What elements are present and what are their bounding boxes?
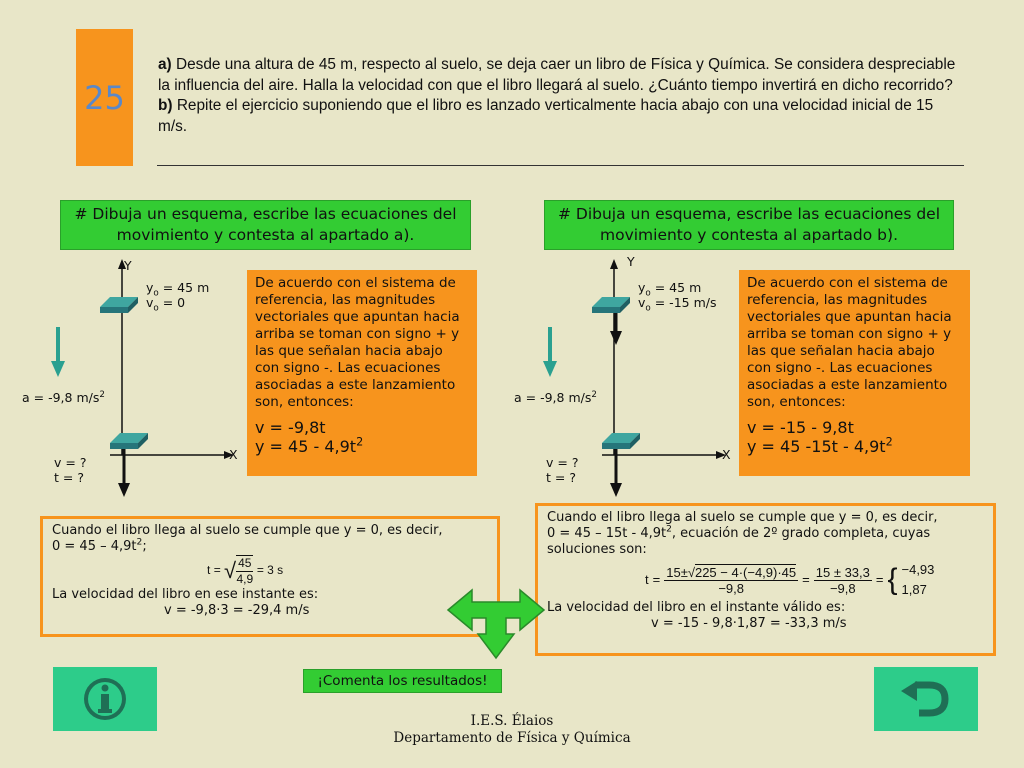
left-acceleration-label: a = -9,8 $m/s^2$: [22, 389, 105, 405]
part-b-label: b): [158, 97, 173, 114]
left-answer-box: [40, 516, 500, 637]
right-answer-box: [535, 503, 996, 656]
right-initial-conditions: $y_o = 45$ m $v_o = -15$ m/s: [638, 280, 717, 314]
problem-statement: [158, 55, 958, 137]
return-arrow-icon: [899, 679, 953, 719]
footer-school: I.E.S. Élaios: [470, 713, 554, 729]
left-answer-line2: $0 = 45 - 4,9t^2$;: [52, 537, 147, 554]
left-velocity-value: v = -9,8·3 = -29,4 m/s: [164, 603, 310, 618]
left-equations: v = -9,8t $y = 45 - 4,9t^2$: [255, 418, 364, 456]
comment-results-label: ¡Comenta los resultados!: [317, 673, 488, 689]
left-answer-line1: Cuando el libro llega al suelo se cumple que y = 0, es decir,: [52, 523, 443, 538]
footer: [330, 713, 694, 747]
right-equations: v = -15 - 9,8t y = 45 $-15t - 4,9t^2$: [747, 418, 893, 456]
right-acceleration-label: a = -9,8 $m/s^2$: [514, 389, 597, 405]
header-divider: [157, 165, 964, 166]
right-quadratic-formula: t = $\frac{15\pm√225 - 4\cdot(-4,9)\cdot 45}{-9,8}$ = $\frac{15 \pm 33,3}{-9,8}$ = { −4,93 1,87: [645, 562, 935, 597]
right-velocity-value: v = -15 - 9,8·1,87 = -33,3 m/s: [651, 616, 847, 631]
right-x-axis-label: X: [722, 447, 731, 462]
right-velocity-text: La velocidad del libro en el instante válido es:: [547, 600, 846, 615]
right-answer-line1: Cuando el libro llega al suelo se cumple que y = 0, es decir,: [547, 510, 938, 525]
left-unknowns: v = ? t = ?: [54, 455, 87, 485]
left-velocity-text: La velocidad del libro en ese instante es:: [52, 587, 319, 602]
left-banner-text: # Dibuja un esquema, escribe las ecuaciones del movimiento y contesta al apartado a).: [74, 205, 457, 244]
left-y-axis-label: Y: [124, 258, 132, 273]
right-y-axis-label: Y: [627, 254, 635, 269]
left-x-axis-label: X: [229, 447, 238, 462]
info-icon: [82, 676, 128, 722]
right-banner-text: # Dibuja un esquema, escribe las ecuaciones del movimiento y contesta al apartado b).: [557, 205, 941, 244]
exercise-number-text: 25: [84, 78, 125, 117]
right-y-axis-arrowhead: [610, 259, 618, 269]
part-a-text: Desde una altura de 45 m, respecto al suelo, se deja caer un libro de Física y Química. Se considera despreciable la influencia del aire. Halla la velocidad con que el libro llegará al suelo. ¿Cuánto tiempo invertirá en dicho recorrido?: [158, 56, 956, 94]
left-explanation-text: De acuerdo con el sistema de referencia, las magnitudes vectoriales que apuntan hacia arriba se toman con signo + y las que señalan hacia abajo con signo -. Las ecuaciones asociadas a este lanzamiento son, entonces:: [255, 275, 460, 410]
left-explanation-box: [247, 270, 477, 476]
right-unknowns: v = ? t = ?: [546, 455, 579, 485]
footer-department: Departamento de Física y Química: [393, 730, 631, 746]
info-button[interactable]: [53, 667, 157, 731]
right-explanation-text: De acuerdo con el sistema de referencia, las magnitudes vectoriales que apuntan hacia arriba se toman con signo + y las que señalan hacia abajo con signo -. Las ecuaciones asociadas a este lanzamiento son, entonces:: [747, 275, 952, 410]
exercise-number: [76, 29, 133, 166]
right-instruction-banner: [544, 200, 954, 250]
part-a-label: a): [158, 56, 172, 73]
left-instruction-banner: [60, 200, 471, 250]
right-answer-line2: $0 = 45 - 15t - 4,9t^2$, ecuación de 2º grado completa, cuyas soluciones son:: [547, 524, 931, 557]
part-b-text: Repite el ejercicio suponiendo que el libro es lanzado verticalmente hacia abajo con una velocidad inicial de 15 m/s.: [158, 97, 934, 135]
left-initial-conditions: $y_o = 45$ m $v_o = 0$: [146, 280, 210, 314]
left-time-formula: t = √ 45 4,9 = 3 s: [207, 556, 284, 586]
back-button[interactable]: [874, 667, 978, 731]
comment-results-button[interactable]: [303, 669, 502, 693]
right-explanation-box: [739, 270, 970, 476]
three-way-arrow-icon[interactable]: [446, 588, 546, 660]
